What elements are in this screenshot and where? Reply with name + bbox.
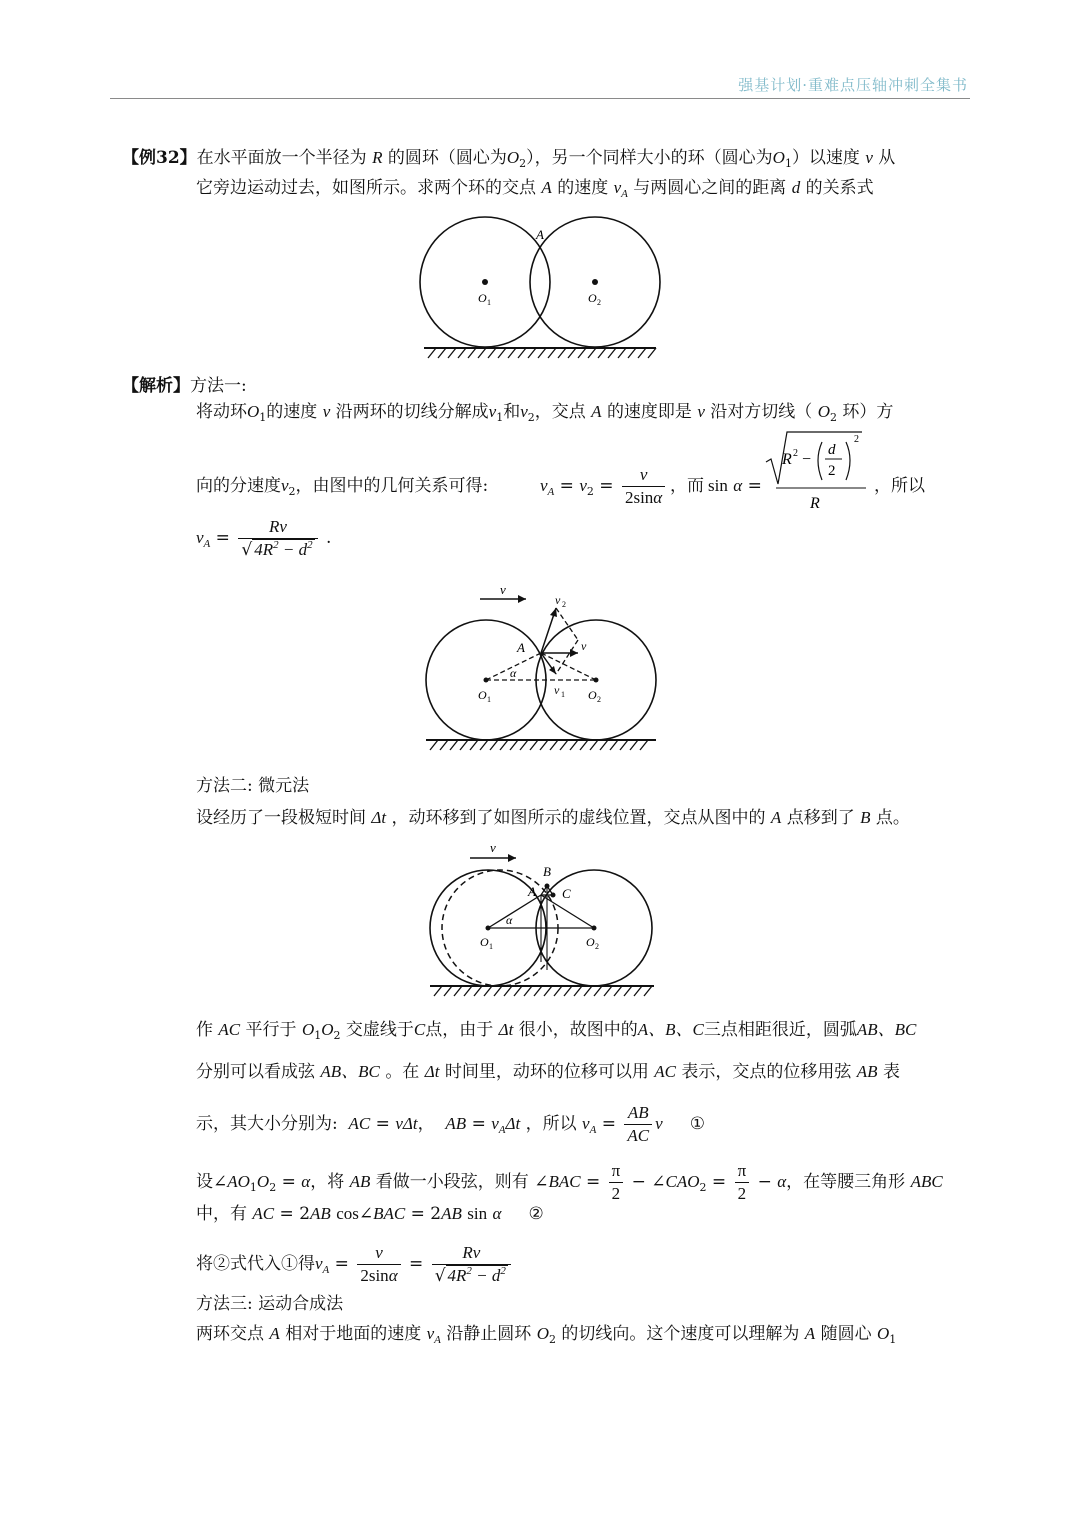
svg-text:O: O [586,935,595,949]
circled-2: ② [528,1204,544,1224]
label-b: B [543,864,551,879]
svg-text:O: O [478,688,487,702]
solution-line-2-text: 向的分速度$v_2$，由图中的几何关系可得: [196,476,489,498]
method2-line-6: 中，有 AC = 2AB cos∠BAC = 2AB sin α ② [196,1204,544,1224]
label-v-top: v [500,582,506,597]
formula-sin-alpha: sin α = [708,476,762,496]
problem-line-1: 【例32】在水平面放一个半径为 R 的圆环（圆心为$O_2$），另一个同样大小的环（圆心为$O_1$）以速度 v 从 [122,148,896,170]
label-a: A [536,227,544,242]
solution-line-1: 将动环$O_1$的速度 v 沿两环的切线分解成$v_1$和$v_2$，交点 A 的速度即是 v 沿对方切线（ $O_2$ 环）方 [196,402,894,424]
circled-1: ① [689,1114,705,1134]
svg-text:v: v [581,639,587,653]
method2-title: 方法二: 微元法 [196,776,310,796]
formula-va-eq: $v_A = v_2$ = $\frac{v}{2\sin\alpha}$ [540,464,668,509]
method2-line-2: 作 AC 平行于 $O_1O_2$ 交虚线于C点，由于 Δt 很小，故图中的A、B、C三点相距很近，圆弧AB、BC [196,1020,917,1042]
svg-text:2: 2 [562,600,566,609]
center-o1-dot [482,279,488,285]
svg-text:2: 2 [595,942,599,951]
figure-two-rings [410,212,670,364]
svg-text:1: 1 [487,695,491,704]
method3-line-1: 两环交点 A 相对于地面的速度 $v_A$ 沿静止圆环 $O_2$ 的切线向。这个速度可以理解为 A 随圆心 $O_1$ [196,1324,897,1346]
svg-text:O: O [480,935,489,949]
svg-text:1: 1 [487,298,491,307]
example-tag: 【例32】 [122,148,197,168]
label-o1: O [478,291,487,305]
header-rule [110,98,970,99]
method2-line-1: 设经历了一段极短时间 Δt ，动环移到了如图所示的虚线位置，交点从图中的 A 点移到了 B 点。 [196,808,910,828]
svg-text:v: v [554,683,560,697]
text-suoyi: ，所以 [874,476,925,496]
svg-text:2: 2 [597,298,601,307]
svg-text:R: R [782,451,792,468]
label-alpha: α [510,666,517,680]
label-a: A [528,884,536,899]
problem-line-2: 它旁边运动过去，如图所示。求两个环的交点 A 的速度 $v_A$ 与两圆心之间的距离 d 的关系式 [196,178,874,200]
sqrt-formula [762,428,872,516]
svg-text:2: 2 [854,434,859,445]
svg-text:d: d [828,442,836,458]
svg-text:2: 2 [828,463,836,479]
svg-text:R: R [810,495,820,512]
svg-text:2: 2 [793,448,798,459]
formula-va-result: $v_A$ = $\frac{Rv}{√ 4R^2 - d^2}$ . [196,517,332,560]
method2-line-7: 将②式代入①得$v_A$ = $\frac{v}{2\sin\alpha}$ = $\frac{Rv}{√ 4R^2 - d^2}$ [196,1242,514,1287]
method2-line-4: 示，其大小分别为: AC = vΔt， AB = $v_A\Delta t$ ，所以 $v_A$ = $\frac{AB}{AC}$ v ① [196,1103,705,1145]
svg-text:1: 1 [489,942,493,951]
svg-text:1: 1 [561,690,565,699]
method3-title: 方法三: 运动合成法 [196,1294,344,1314]
center-o2-dot [592,279,598,285]
method2-line-5: 设$\angle AO_1O_2 = \alpha$，将 AB 看做一小段弦，则有 ∠BAC = $\frac{\pi}{2}$ − $\angle CAO_2$ = $\frac{\pi}{2}$ − α，在等腰三角形 ABC [196,1161,943,1203]
svg-text:−: − [802,451,812,468]
svg-text:v: v [490,840,496,855]
page-header: 强基计划·重难点压轴冲刺全集书 [738,76,968,94]
svg-text:O: O [588,688,597,702]
svg-text:2: 2 [597,695,601,704]
label-o2: O [588,291,597,305]
method2-line-3: 分别可以看成弦 AB、BC 。在 Δt 时间里，动环的位移可以用 AC 表示，交点的位移用弦 AB 表 [196,1062,900,1082]
label-c: C [562,886,571,901]
svg-text:v: v [555,593,561,607]
label-a: A [517,640,525,655]
ground-hatch [428,348,656,358]
figure-infinitesimal [422,838,662,1002]
solution-heading: 【解析】方法一: [122,376,247,396]
figure-velocity-decomposition [414,582,668,760]
text-er: ，而 [670,476,704,496]
svg-text:α: α [506,913,513,927]
